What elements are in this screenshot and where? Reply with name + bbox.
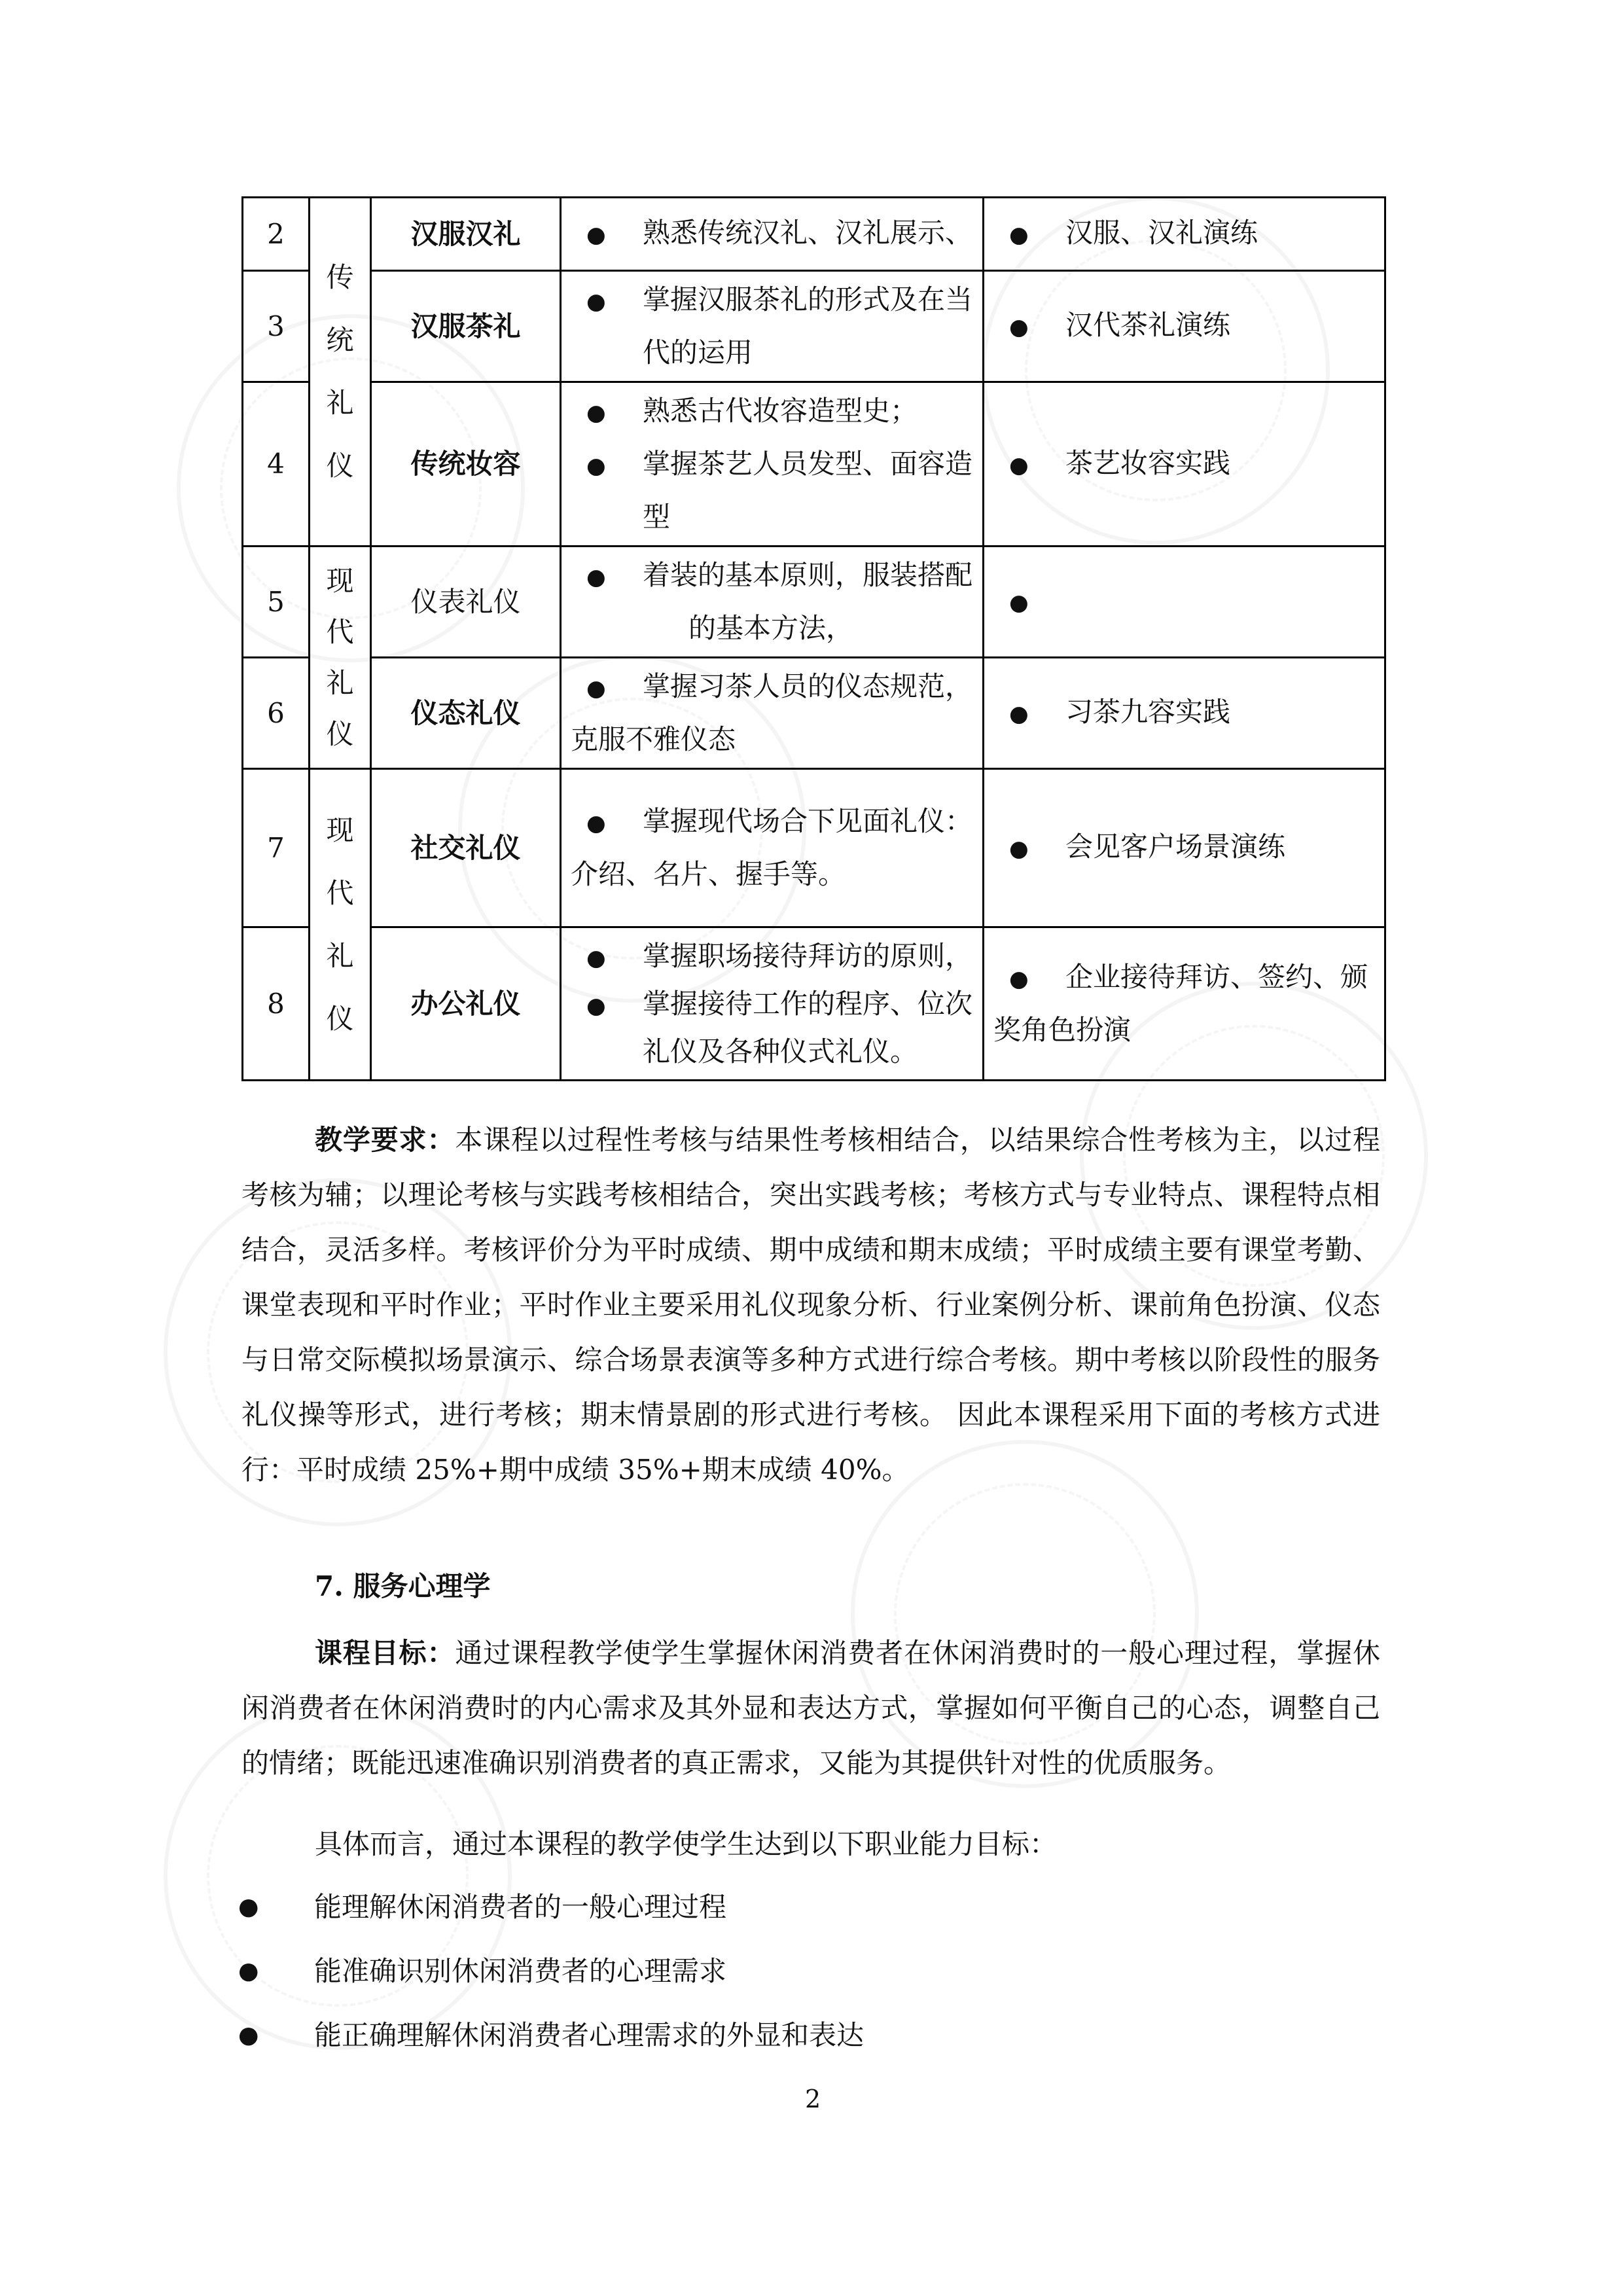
row-number: 3	[243, 271, 310, 382]
row-number: 4	[243, 382, 310, 547]
table-row	[243, 198, 1385, 271]
bullet-icon	[993, 687, 1065, 740]
teaching-requirements-label: 教学要求：	[315, 1124, 455, 1156]
bullet-icon	[993, 952, 1065, 1005]
category-char: 传	[326, 261, 354, 293]
course-name: 传统妆容	[371, 382, 561, 547]
table-row	[243, 769, 1385, 927]
practice-cell: ●会见客户场景演练	[984, 769, 1385, 927]
row-number: 5	[243, 547, 310, 658]
category-char: 代	[326, 876, 354, 909]
row-number: 2	[243, 198, 310, 271]
practice-cell: ●茶艺妆容实践	[984, 382, 1385, 547]
content-cell: ●掌握职场接待拜访的原则， ●掌握接待工作的程序、位次礼仪及各种仪式礼仪。	[561, 927, 984, 1081]
practice-cell: ●企业接待拜访、签约、颁奖角色扮演	[984, 927, 1385, 1081]
course-name: 汉服茶礼	[371, 271, 561, 382]
row-number: 6	[243, 658, 310, 769]
table-row	[243, 658, 1385, 769]
bullet-icon	[993, 438, 1065, 491]
bullet-icon	[993, 207, 1065, 260]
ability-list-item: ● 能理解休闲消费者的一般心理过程	[314, 1880, 726, 1935]
bullet-icon	[571, 550, 643, 603]
bullet-icon	[571, 796, 643, 849]
bullet-icon	[571, 439, 643, 492]
category-char: 仪	[326, 1002, 354, 1035]
course-goal: 课程目标：通过课程教学使学生掌握休闲消费者在休闲消费时的一般心理过程，掌握休闲消费者在休闲消费时的内心需求及其外显和表达方式，掌握如何平衡自己的心态，调整自己的情绪；既能迅速准确识别消费者的真正需求，又能为其提供针对性的优质服务。	[241, 1637, 1380, 1779]
course-goal-label: 课程目标：	[315, 1637, 455, 1669]
bullet-icon	[993, 300, 1065, 353]
table-row	[243, 547, 1385, 658]
category-char: 礼	[326, 939, 354, 972]
ability-list-item: ● 能准确识别休闲消费者的心理需求	[314, 1944, 726, 1999]
course-name: 办公礼仪	[371, 927, 561, 1081]
page-number: 2	[805, 2085, 821, 2113]
content-cell: ●掌握习茶人员的仪态规范，克服不雅仪态	[561, 658, 984, 769]
specific-intro: 具体而言，通过本课程的教学使学生达到以下职业能力目标：	[315, 1828, 1058, 1860]
content-cell: ● 熟悉传统汉礼、汉礼展示、	[561, 198, 984, 271]
table-row	[243, 271, 1385, 382]
practice-cell	[984, 547, 1385, 658]
bullet-icon	[571, 274, 643, 327]
category-cell	[310, 769, 371, 1081]
category-char: 礼	[326, 387, 354, 419]
practice-cell: ●习茶九容实践	[984, 658, 1385, 769]
category-cell	[310, 198, 371, 547]
bullet-icon	[571, 661, 643, 714]
category-char: 统	[326, 324, 354, 356]
content-cell: ●掌握现代场合下见面礼仪：介绍、名片、握手等。	[561, 769, 984, 927]
table-row	[243, 382, 1385, 547]
category-char: 现	[326, 814, 354, 846]
practice-cell: ● 汉服、汉礼演练	[984, 198, 1385, 271]
bullet-icon	[571, 386, 643, 439]
content-cell: ●着装的基本原则，服装搭配 的基本方法，	[561, 547, 984, 658]
practice-cell: ●汉代茶礼演练	[984, 271, 1385, 382]
bullet-icon	[571, 981, 643, 1029]
category-cell	[310, 547, 371, 769]
bullet-icon	[993, 575, 1065, 628]
category-char: 代	[326, 615, 354, 648]
category-char: 仪	[326, 717, 354, 750]
course-name: 仪态礼仪	[371, 658, 561, 769]
section-heading: 7. 服务心理学	[315, 1570, 491, 1602]
ability-list-item: ● 能正确理解休闲消费者心理需求的外显和表达	[314, 2008, 864, 2063]
course-name: 社交礼仪	[371, 769, 561, 927]
row-number: 8	[243, 927, 310, 1081]
bullet-icon	[993, 821, 1065, 874]
table-row	[243, 927, 1385, 1081]
bullet-icon	[571, 207, 643, 260]
course-content-table	[241, 196, 1386, 1081]
course-name: 汉服汉礼	[371, 198, 561, 271]
category-char: 仪	[326, 450, 354, 482]
bullet-icon	[571, 933, 643, 981]
category-char: 现	[326, 564, 354, 597]
row-number: 7	[243, 769, 310, 927]
content-cell: ●熟悉古代妆容造型史； ●掌握茶艺人员发型、面容造型	[561, 382, 984, 547]
content-cell: ●掌握汉服茶礼的形式及在当代的运用	[561, 271, 984, 382]
teaching-requirements: 教学要求：本课程以过程性考核与结果性考核相结合，以结果综合性考核为主，以过程考核为辅；以理论考核与实践考核相结合，突出实践考核；考核方式与专业特点、课程特点相结合，灵活多样。考核评价分为平时成绩、期中成绩和期末成绩；平时成绩主要有课堂考勤、课堂表现和平时作业；平时作业主要采用礼仪现象分析、行业案例分析、课前角色扮演、仪态与日常交际模拟场景演示、综合场景表演等多种方式进行综合考核。期中考核以阶段性的服务礼仪操等形式，进行考核；期末情景剧的形式进行考核。 因此本课程采用下面的考核方式进行：平时成绩 25%+期中成绩 35%+期末成绩 40%。	[241, 1124, 1380, 1486]
course-name: 仪表礼仪	[371, 547, 561, 658]
category-char: 礼	[326, 666, 354, 699]
